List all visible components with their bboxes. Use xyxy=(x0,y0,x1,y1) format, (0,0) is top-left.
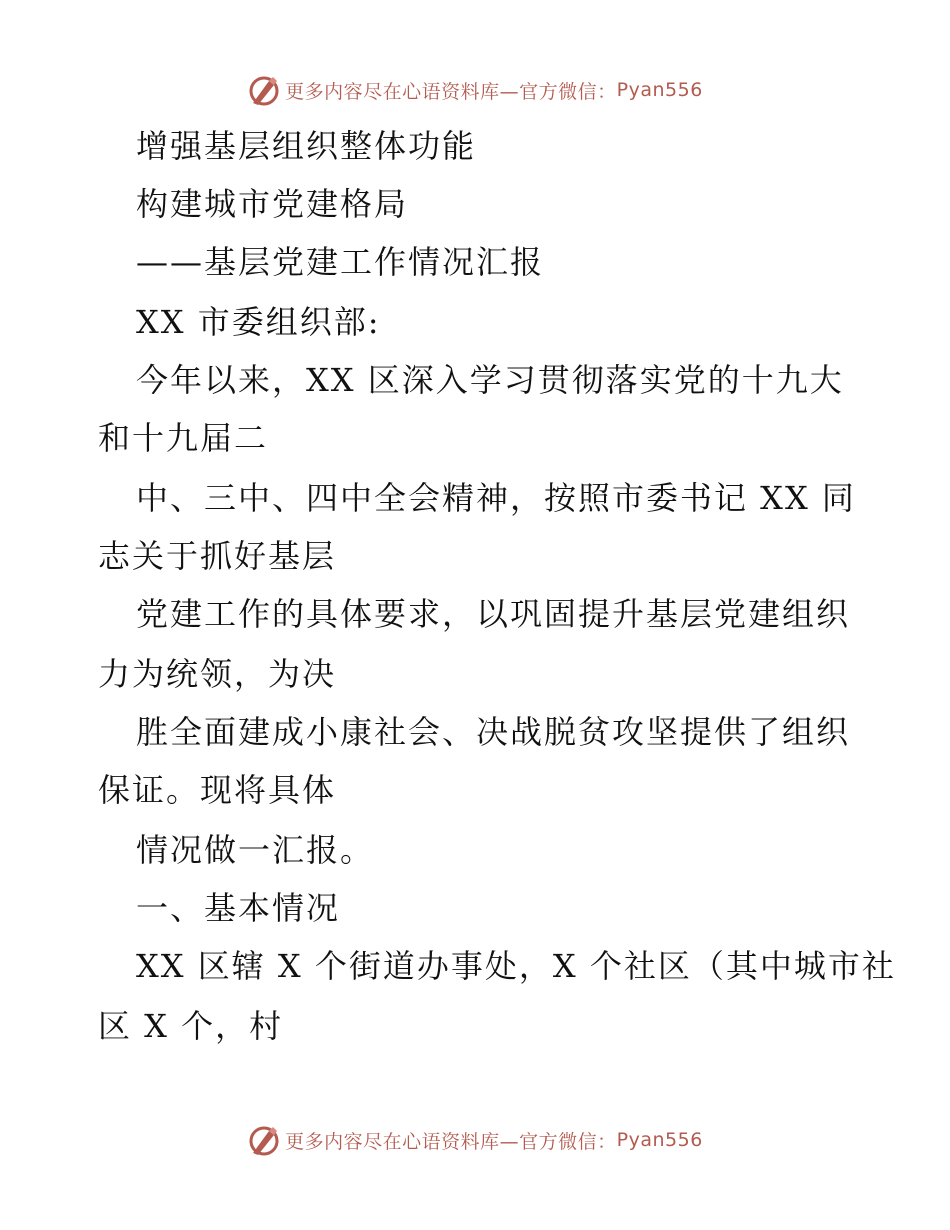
document-title-line-1: 增强基层组织整体功能 xyxy=(136,127,477,165)
paragraph-line: 胜全面建成小康社会、决战脱贫攻坚提供了组织 xyxy=(136,713,851,751)
section-heading: 一、基本情况 xyxy=(136,889,341,927)
document-title-line-2: 构建城市党建格局 xyxy=(136,185,409,223)
paragraph-line: 和十九届二 xyxy=(98,419,269,457)
paragraph-line: 志关于抓好基层 xyxy=(98,537,337,575)
paragraph-line: 中、三中、四中全会精神，按照市委书记 XX 同 xyxy=(136,479,856,517)
paragraph-line: 保证。现将具体 xyxy=(98,771,337,809)
paragraph-line: XX 区辖 X 个街道办事处，X 个社区（其中城市社 xyxy=(136,947,896,985)
pen-logo-icon xyxy=(247,1123,281,1157)
watermark-banner-top xyxy=(0,70,950,110)
pen-logo-icon xyxy=(247,73,281,107)
paragraph-line: 力为统领，为决 xyxy=(98,655,337,693)
document-subtitle: ——基层党建工作情况汇报 xyxy=(136,243,545,281)
paragraph-line: 今年以来，XX 区深入学习贯彻落实党的十九大 xyxy=(136,361,844,399)
paragraph-line: 区 X 个，村 xyxy=(98,1007,284,1045)
watermark-banner-bottom xyxy=(0,1120,950,1160)
watermark-handle: Pyan556 xyxy=(616,1129,703,1151)
paragraph-line: 情况做一汇报。 xyxy=(136,831,375,869)
watermark-text: 更多内容尽在心语资料库—官方微信： xyxy=(285,1130,617,1153)
watermark-text: 更多内容尽在心语资料库—官方微信： xyxy=(285,80,617,103)
paragraph-line: 党建工作的具体要求，以巩固提升基层党建组织 xyxy=(136,595,851,633)
watermark-handle: Pyan556 xyxy=(616,79,703,101)
document-addressee: XX 市委组织部: xyxy=(136,303,381,341)
